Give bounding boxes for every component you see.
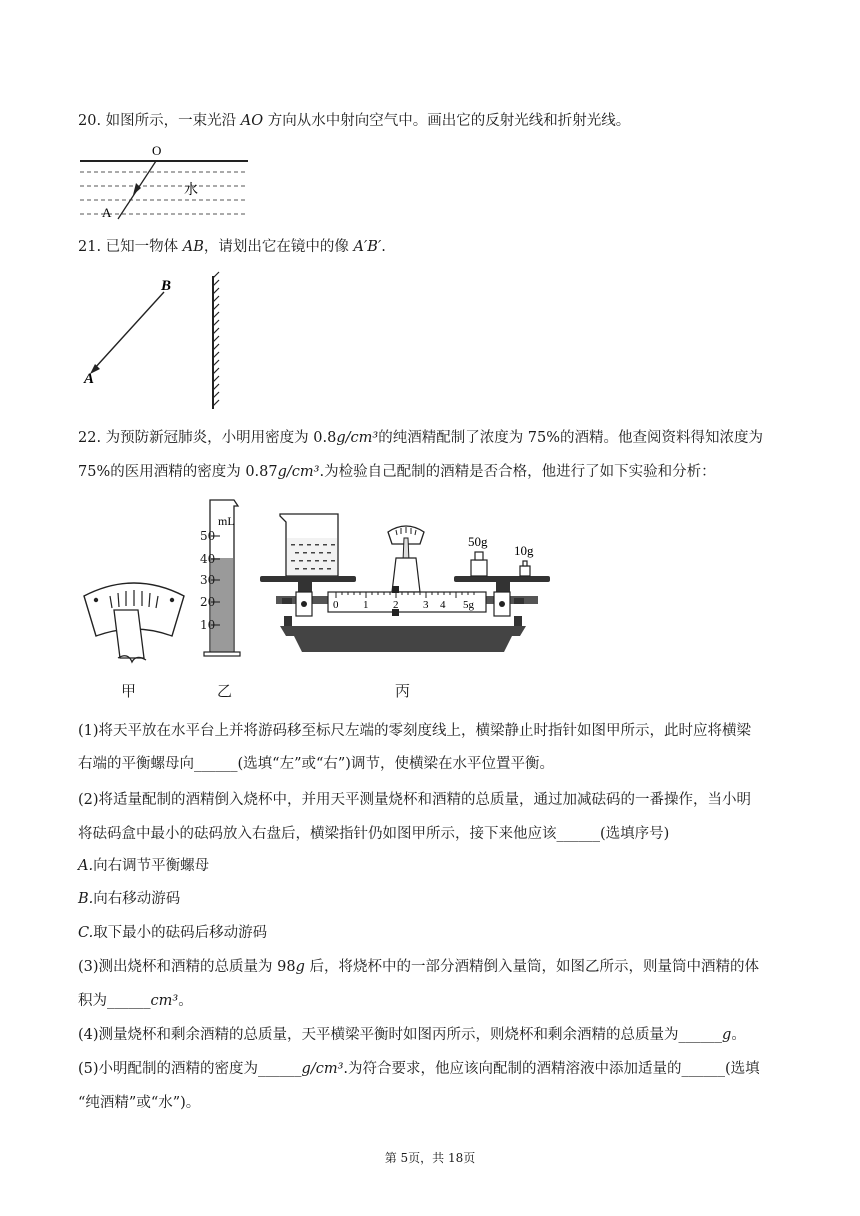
label-o: O [152, 143, 162, 158]
caption-jia: 甲 [121, 682, 137, 700]
label-a: A [84, 371, 95, 387]
svg-text:5g: 5g [463, 599, 474, 611]
page-footer: 第 5页，共 18页 [384, 1151, 476, 1165]
q22-part3-line2: 积为______cm³。 [78, 993, 193, 1009]
svg-text:4: 4 [440, 599, 446, 611]
caption-bing: 丙 [395, 682, 411, 700]
fig-bing-balance [258, 508, 553, 662]
svg-text:0: 0 [333, 599, 339, 611]
cylinder-unit: mL [218, 514, 235, 528]
fig-jia-pointer-dial [80, 574, 190, 668]
svg-text:1: 1 [363, 599, 369, 611]
q22-line1: 22. 为预防新冠肺炎，小明用密度为 0.8g/cm³的纯酒精配制了浓度为 75%的酒精。他查阅资料得知浓度为 [78, 430, 764, 446]
q22-option-a: A.向右调节平衡螺母 [78, 858, 210, 874]
q22-option-b: B.向右移动游码 [78, 891, 181, 907]
q20-water-figure [76, 140, 251, 228]
q21-text: 21. 已知一物体 AB，请划出它在镜中的像 A′B′. [78, 239, 386, 255]
label-water: 水 [184, 183, 198, 198]
caption-yi: 乙 [217, 682, 233, 700]
svg-text:2: 2 [393, 599, 399, 611]
q22-part2-line2: 将砝码盒中最小的砝码放入右盘后，横梁指针仍如图甲所示，接下来他应该______(选填序号) [78, 826, 670, 842]
weight-10g-label: 10g [514, 543, 534, 558]
q22-part3-line1: (3)测出烧杯和酒精的总质量为 98g 后，将烧杯中的一部分酒精倒入量筒，如图乙所示，则量筒中酒精的体 [78, 959, 760, 975]
svg-text:3: 3 [423, 599, 429, 611]
q22-part2-line1: (2)将适量配制的酒精倒入烧杯中，并用天平测量烧杯和酒精的总质量，通过加减砝码的一番操作，当小明 [78, 792, 752, 808]
q22-line2: 75%的医用酒精的密度为 0.87g/cm³.为检验自己配制的酒精是否合格，他进行了如下实验和分析： [78, 464, 716, 480]
weight-50g-label: 50g [468, 534, 488, 549]
label-a: A [102, 205, 112, 220]
q21-mirror-figure [76, 268, 236, 417]
q22-option-c: C.取下最小的砝码后移动游码 [78, 925, 268, 941]
q20-text: 20. 如图所示，一束光沿 AO 方向从水中射向空气中。画出它的反射光线和折射光线。 [78, 113, 631, 129]
q22-part4: (4)测量烧杯和剩余酒精的总质量，天平横梁平衡时如图丙所示，则烧杯和剩余酒精的总质量为______g。 [78, 1027, 746, 1043]
q22-part5-line2: “纯酒精”或“水”)。 [78, 1095, 201, 1111]
q22-part5-line1: (5)小明配制的酒精的密度为______g/cm³.为符合要求，他应该向配制的酒精溶液中添加适量的______(选填 [78, 1061, 760, 1077]
q22-part1-line1: (1)将天平放在水平台上并将游码移至标尺左端的零刻度线上，横梁静止时指针如图甲所示，此时应将横梁 [78, 723, 752, 739]
q22-part1-line2: 右端的平衡螺母向______(选填“左”或“右”)调节，使横梁在水平位置平衡。 [78, 756, 554, 772]
label-b: B [161, 278, 172, 294]
